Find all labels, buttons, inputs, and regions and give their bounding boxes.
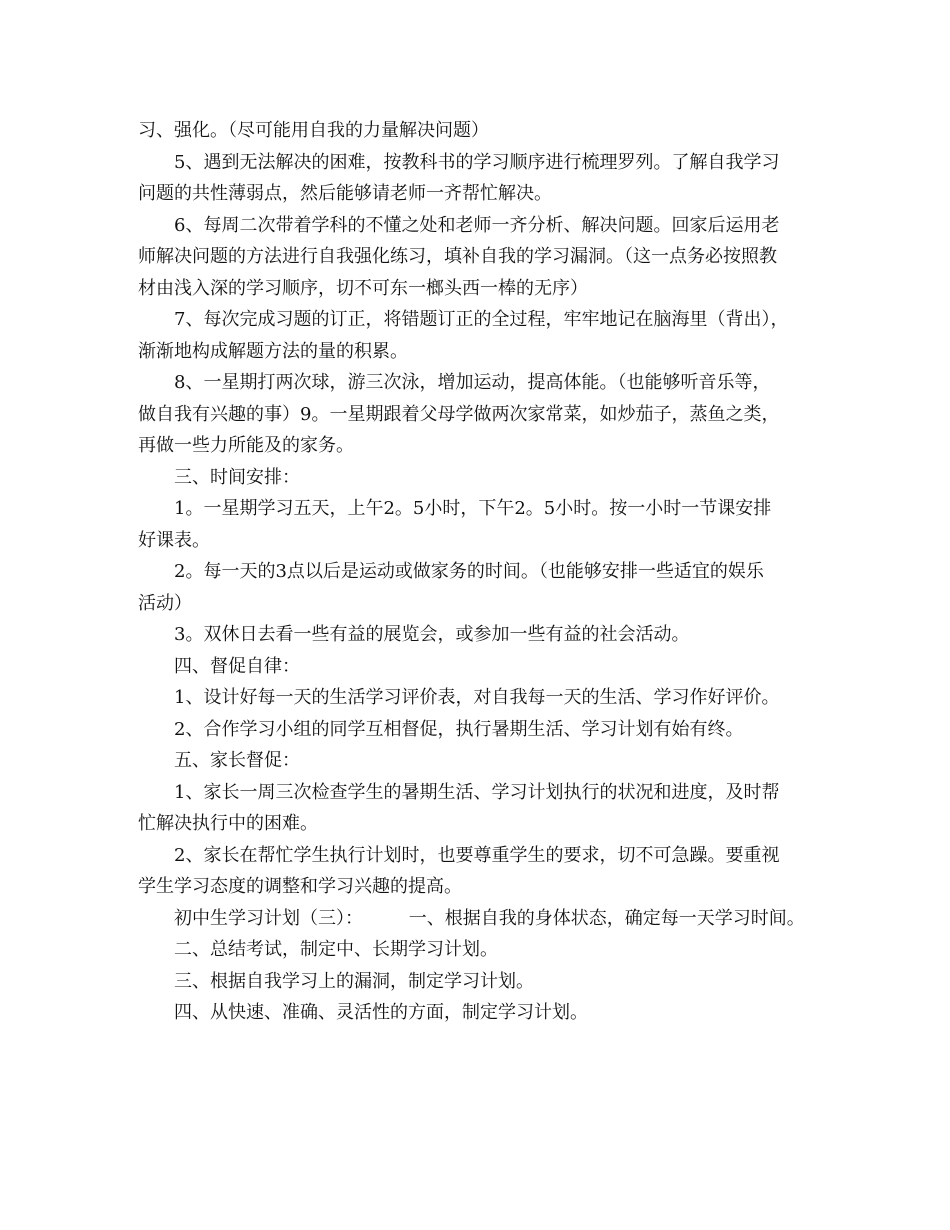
text-line: 3。双休日去看一些有益的展览会，或参加一些有益的社会活动。: [174, 624, 690, 645]
text-line: 初中生学习计划（三）： 一、根据自我的身体状态，确定每一天学习时间。: [174, 907, 805, 929]
text-line: 8、一星期打两次球，游三次泳，增加运动，提高体能。（也能够听音乐等，: [174, 372, 771, 393]
section-heading: 三、时间安排：: [174, 466, 300, 488]
text-line: 四、从快速、准确、灵活性的方面，制定学习计划。: [174, 1002, 588, 1023]
text-line: 师解决问题的方法进行自我强化练习，填补自我的学习漏洞。（这一点务必按照教: [138, 246, 777, 267]
section-heading: 五、家长督促：: [174, 750, 300, 771]
text-line: 再做一些力所能及的家务。: [138, 435, 354, 456]
text-line: 二、总结考试，制定中、长期学习计划。: [174, 939, 498, 960]
text-line: 做自我有兴趣的事）9。一星期跟着父母学做两次家常菜，如炒茄子，蒸鱼之类，: [138, 403, 780, 425]
text-line: 活动）: [138, 592, 192, 614]
text-line: 三、根据自我学习上的漏洞，制定学习计划。: [174, 970, 534, 992]
text-line: 学生学习态度的调整和学习兴趣的提高。: [138, 876, 462, 897]
section-heading: 四、督促自律：: [174, 655, 300, 677]
text-line: 2、家长在帮忙学生执行计划时，也要尊重学生的要求，切不可急躁。要重视: [174, 844, 780, 866]
text-line: 材由浅入深的学习顺序，切不可东一榔头西一棒的无序）: [138, 277, 588, 299]
text-line: 好课表。: [138, 529, 210, 551]
body-text: [138, 115, 828, 1029]
text-line: 问题的共性薄弱点，然后能够请老师一齐帮忙解决。: [138, 183, 552, 204]
text-line: 忙解决执行中的困难。: [138, 813, 318, 834]
text-line: 2、合作学习小组的同学互相督促，执行暑期生活、学习计划有始有终。: [174, 718, 744, 740]
text-line: 2。每一天的3点以后是运动或做家务的时间。（也能够安排一些适宜的娱乐: [174, 561, 764, 582]
text-line: 7、每次完成习题的订正，将错题订正的全过程，牢牢地记在脑海里（背出），: [174, 309, 789, 330]
text-line: 1、设计好每一天的生活学习评价表，对自我每一天的生活、学习作好评价。: [174, 687, 780, 708]
text-line: 1。一星期学习五天，上午2。5小时，下午2。5小时。按一小时一节课安排: [174, 498, 772, 519]
text-line: 1、家长一周三次检查学生的暑期生活、学习计划执行的状况和进度，及时帮: [174, 781, 780, 803]
text-line: 6、每周二次带着学科的不懂之处和老师一齐分析、解决问题。回家后运用老: [174, 214, 780, 236]
text-line: 渐渐地构成解题方法的量的积累。: [138, 340, 408, 362]
text-line: 习、强化。（尽可能用自我的力量解决问题）: [138, 120, 489, 141]
text-line: 5、遇到无法解决的困难，按教科书的学习顺序进行梳理罗列。了解自我学习: [174, 151, 780, 173]
